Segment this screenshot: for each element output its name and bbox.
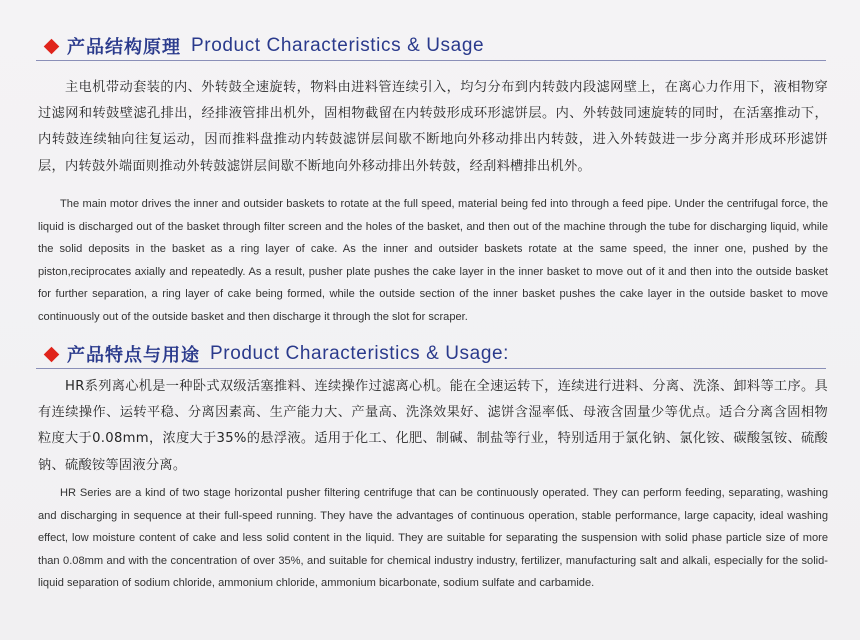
heading-en: Product Characteristics & Usage: xyxy=(210,343,510,364)
paragraph-en: HR Series are a kind of two stage horizontal pusher filtering centrifuge that can be continuously operated. They can perform feeding, separating, washing and discharging in sequence at their full-speed running. They have the advantages of continuous operation, stable performance, large capacity, ideal washing effect, low moisture content of cake and less solid content in the liquid. They are suitable for separating the suspension with solid phase particle size of more than 0.08mm and with the concentration of over 35%, and suitable for chemical industry industry, fertilizer, manufacturing salt and alkali, especially for the solid-liquid separation of sodium chloride, ammonium chloride, ammonium bicarbonate, sodium sulfate and carbamide. xyxy=(38,487,828,590)
section-heading-structure xyxy=(44,33,484,59)
paragraph-cn: 主电机带动套装的内、外转鼓全速旋转，物料由进料管连续引入，均匀分布到内转鼓内段滤网壁上，在离心力作用下，液相物穿过滤网和转鼓壁滤孔排出，经排液管排出机外，固相物截留在内转鼓形成环形滤饼层。内、外转鼓同速旋转的同时，在活塞推动下，内转鼓连续轴向往复运动，因而推料盘推动内转鼓滤饼层间歇不断地向外移动排出内转鼓，进入外转鼓进一步分离并形成环形滤饼层，内转鼓外端面则推动外转鼓滤饼层间歇不断地向外移动排出外转鼓，经刮料槽排出机外。 xyxy=(38,80,828,174)
heading-cn: 产品特点与用途 xyxy=(67,345,200,366)
heading-en: Product Characteristics & Usage xyxy=(191,35,485,56)
paragraph-en: The main motor drives the inner and outsider baskets to rotate at the full speed, material being fed into through a feed pipe. Under the centrifugal force, the liquid is discharged out of the basket through filter screen and the holes of the basket, and then out of the machine through the tube for discharging liquid, while the solid deposits in the basket as a ring layer of cake. As the inner and outsider baskets rotate at the same speed, the inner one, pushed by the piston,reciprocates axially and repeatedly. As a result, pusher plate pushes the cake layer in the inner basket to move out of it and then into the outside basket for further separation, a ring layer of cake being formed, while the outside section of the inner basket pushes the cake layer in the outside basket to move continuously out of the outside basket and then discharge it through the slot for scraper. xyxy=(38,198,828,323)
section-heading-features xyxy=(44,341,509,367)
heading-divider xyxy=(36,60,826,61)
red-diamond-bullet-icon xyxy=(44,346,60,362)
red-diamond-bullet-icon xyxy=(44,38,60,54)
heading-cn: 产品结构原理 xyxy=(67,37,181,58)
heading-divider xyxy=(36,368,826,369)
paragraph-cn: HR系列离心机是一种卧式双级活塞推料、连续操作过滤离心机。能在全速运转下，连续进行进料、分离、洗涤、卸料等工序。具有连续操作、运转平稳、分离因素高、生产能力大、产量高、洗涤效果好、滤饼含湿率低、母液含固量少等优点。适合分离含固相物粒度大于0.08mm，浓度大于35%的悬浮液。适用于化工、化肥、制碱、制盐等行业，特别适用于氯化钠、氯化铵、碳酸氢铵、硫酸钠、硫酸铵等固液分离。 xyxy=(38,379,828,473)
